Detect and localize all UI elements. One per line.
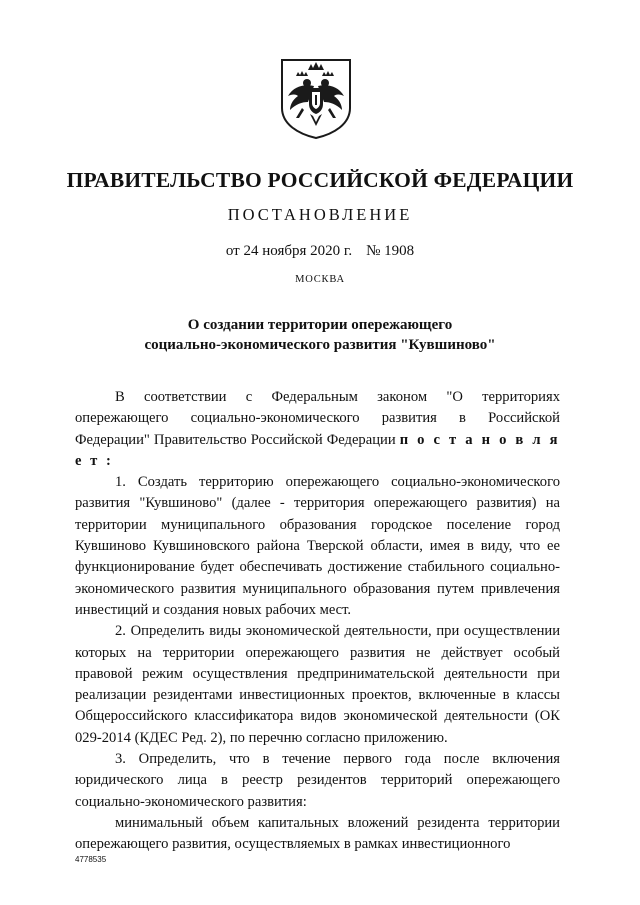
paragraph-3: 3. Определить, что в течение первого года после включения юридического лица в реестр резидентов территорий опережающего социально-экономического развития: [75, 751, 560, 810]
document-type: ПОСТАНОВЛЕНИЕ [227, 205, 413, 224]
subject-line-2: социально-экономического развития "Кувшиново" [144, 336, 496, 353]
document-number: 1908 [384, 243, 415, 259]
paragraph-2: 2. Определить виды экономической деятельности, при осуществлении которых на территории опережающего развития не действует особый правовой режим осуществления предпринимательской деятельности при реализации резидентами инвестиционных проектов, включенные в классы Общероссийского классификатора видов экономической деятельности (ОК 029-2014 (КДЕС Ред. 2), по перечню согласно приложению. [75, 623, 560, 746]
paragraph-4: минимальный объем капитальных вложений резидента территории опережающего развития, осуществляемых в рамках инвестиционного [75, 814, 560, 853]
document-body [75, 387, 560, 856]
city: МОСКВА [295, 274, 345, 285]
subject-line-1: О создании территории опережающего [187, 317, 453, 333]
coat-of-arms-emblem [278, 56, 354, 140]
decree-word: п о с т а н о в л я е т : [75, 431, 561, 469]
government-title: ПРАВИТЕЛЬСТВО РОССИЙСКОЙ ФЕДЕРАЦИИ [66, 168, 574, 192]
date-line [0, 243, 640, 260]
paragraph-1: 1. Создать территорию опережающего социально-экономического развития "Кувшиново" (далее - территория опережающего развития) на территории муниципального образования городское поселение город Кувшиново Кувшиновского района Тверской области, имея в виду, что ее функционирование будет обеспечивать достижение стабильного социально-экономического развития муниципального образования путем привлечения инвестиций и создания новых рабочих мест. [75, 474, 560, 618]
document-subject [0, 316, 640, 355]
document-id: 4778535 [75, 855, 107, 864]
intro-text: В соответствии с Федеральным законом "О территориях опережающего социально-экономического развития в Российской Федерации" Правительство Российской Федерации [75, 389, 560, 448]
number-sign: № [366, 243, 381, 259]
document-date: от 24 ноября 2020 г. [225, 243, 353, 259]
intro-paragraph [75, 387, 560, 472]
